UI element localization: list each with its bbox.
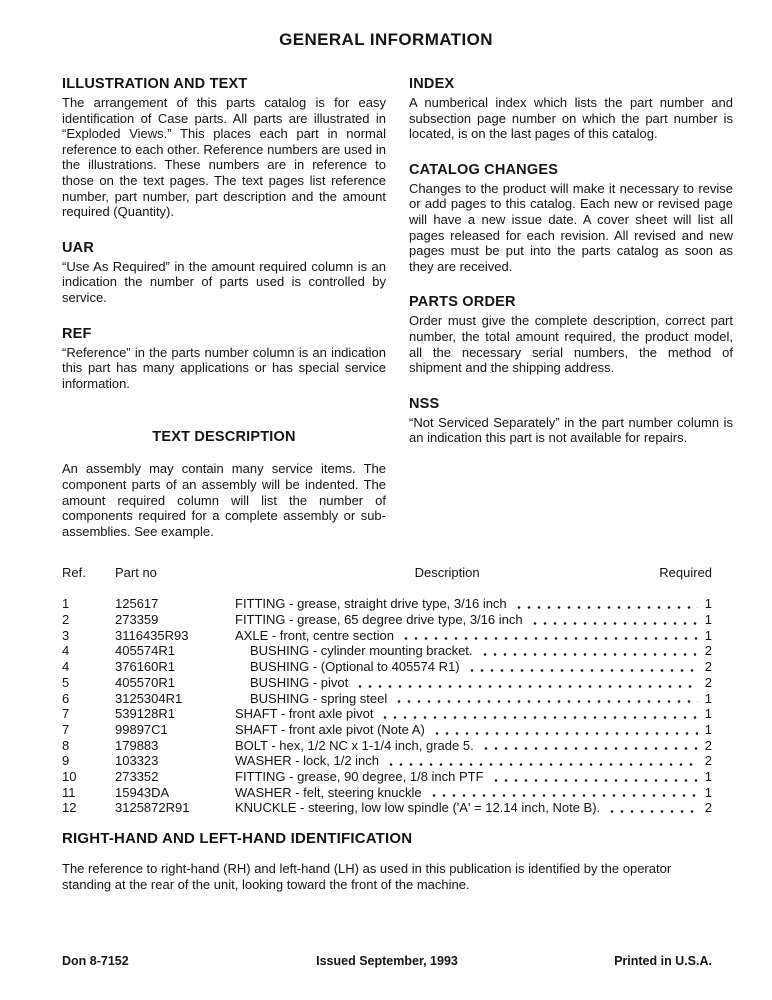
section-body: Changes to the product will make it necessary to revise or add pages to this catalog. Each new or revised page will have a new issue date. A cover sheet will list all pages released for each revision. All revised and new pages must be put into the parts catalog as soon as they are received. [409, 180, 733, 274]
required-qty: 1 [704, 596, 712, 612]
dot-leader [607, 803, 698, 816]
section-parts-order [409, 294, 733, 375]
section-body: “Reference” in the parts number column is an indication this part has many applications or has special service information. [62, 344, 386, 391]
footer-printed-in: Printed in U.S.A. [614, 954, 712, 968]
section-index [409, 76, 733, 142]
part-description: BUSHING - pivot [250, 674, 349, 690]
required-qty: 2 [704, 800, 712, 816]
dot-leader [467, 662, 698, 675]
table-row [62, 738, 712, 754]
required-qty: 2 [704, 674, 712, 690]
section-ref [62, 326, 386, 392]
table-row [62, 628, 712, 644]
part-number: 405570R1 [115, 674, 175, 690]
table-row [62, 612, 712, 628]
section-heading: ILLUSTRATION AND TEXT [62, 76, 248, 92]
section-body: The reference to right-hand (RH) and left-hand (LH) as used in this publication is identified by the operator standing at the rear of the unit, looking toward the front of the machine. [62, 861, 672, 892]
ref-number: 6 [62, 690, 70, 706]
ref-number: 2 [62, 611, 70, 627]
ref-number: 7 [62, 721, 70, 737]
table-row [62, 675, 712, 691]
two-column-layout [62, 76, 733, 539]
section-heading: TEXT DESCRIPTION [152, 429, 296, 446]
section-heading: INDEX [409, 76, 455, 92]
dot-leader [394, 693, 698, 706]
required-column-header: Required [659, 565, 712, 581]
ref-number: 4 [62, 659, 70, 675]
part-description: WASHER - felt, steering knuckle [235, 784, 422, 800]
dot-leader [386, 756, 698, 769]
ref-number: 9 [62, 753, 70, 769]
part-description: WASHER - lock, 1/2 inch [235, 753, 380, 769]
footer-issue-date: Issued September, 1993 [316, 954, 458, 968]
footer-form-number: Don 8-7152 [62, 954, 129, 968]
part-description: BOLT - hex, 1/2 NC x 1-1/4 inch, grade 5. [235, 737, 474, 753]
section-heading: NSS [409, 395, 440, 412]
part-number: 3116435R93 [115, 627, 189, 643]
section-uar [62, 240, 386, 306]
table-row [62, 643, 712, 659]
part-description: BUSHING - spring steel [250, 690, 388, 706]
dot-leader [481, 740, 698, 753]
dot-leader [401, 630, 698, 643]
dot-leader [432, 725, 698, 738]
section-body: The arrangement of this parts catalog is for easy identification of Case parts. All parts are illustrated in “Exploded Views.” This places each part in normal reference to each other. Reference numbers are used in the illustrations. These numbers are in reference to those on the text pages. The text pages list reference number, part number, part description and the amount required (Quantity). [62, 95, 386, 220]
dot-leader [491, 772, 698, 785]
ref-number: 12 [62, 800, 77, 816]
part-description: FITTING - grease, 65 degree drive type, 3/16 inch [235, 611, 523, 627]
table-row [62, 800, 712, 816]
ref-column-header: Ref. [62, 565, 86, 581]
required-qty: 1 [704, 627, 712, 643]
dot-leader [514, 599, 698, 612]
table-header-row [62, 565, 712, 580]
part-number: 179883 [115, 737, 159, 753]
example-parts-table [62, 565, 712, 816]
section-text-description [62, 429, 386, 539]
section-heading: UAR [62, 239, 95, 256]
section-heading: RIGHT-HAND AND LEFT-HAND IDENTIFICATION [62, 830, 413, 848]
part-number: 273359 [115, 611, 159, 627]
section-body: An assembly may contain many service items. The component parts of an assembly will be indented. The amount required column will list the number of components required for a complete assembly or sub-assemblies. See example. [62, 461, 386, 539]
part-number: 125617 [115, 596, 159, 612]
dot-leader [530, 615, 698, 628]
part-number: 99897C1 [115, 721, 168, 737]
ref-number: 1 [62, 596, 70, 612]
dot-leader [380, 709, 698, 722]
part-number: 3125872R91 [115, 800, 190, 816]
section-heading: PARTS ORDER [409, 294, 516, 311]
table-row [62, 691, 712, 707]
required-qty: 2 [704, 753, 712, 769]
required-qty: 1 [704, 690, 712, 706]
part-description: SHAFT - front axle pivot [235, 706, 374, 722]
table-row [62, 596, 712, 612]
required-qty: 1 [704, 721, 712, 737]
part-number: 405574R1 [115, 643, 175, 659]
part-description: KNUCKLE - steering, low low spindle ('A' = 12.14 inch, Note B). [235, 800, 601, 816]
section-body: “Not Serviced Separately” in the part number column is an indication this part is not available for repairs. [409, 414, 733, 446]
ref-number: 3 [62, 627, 70, 643]
ref-number: 10 [62, 769, 77, 785]
section-illustration-and-text [62, 76, 386, 220]
section-body: “Use As Required” in the amount required column is an indication the number of parts used is controlled by service. [62, 258, 386, 305]
part-no-column-header: Part no [115, 565, 157, 581]
ref-number: 11 [62, 784, 76, 800]
ref-number: 7 [62, 706, 70, 722]
section-catalog-changes [409, 162, 733, 275]
part-description: FITTING - grease, straight drive type, 3/16 inch [235, 596, 507, 612]
required-qty: 2 [704, 643, 712, 659]
part-number: 376160R1 [115, 659, 175, 675]
required-qty: 1 [704, 611, 712, 627]
part-description: AXLE - front, centre section [235, 627, 394, 643]
required-qty: 1 [704, 784, 712, 800]
required-qty: 2 [704, 659, 712, 675]
part-number: 539128R1 [115, 706, 175, 722]
dot-leader [480, 646, 698, 659]
table-row [62, 785, 712, 801]
part-number: 273352 [115, 769, 159, 785]
dot-leader [355, 678, 698, 691]
table-row [62, 722, 712, 738]
section-body: Order must give the complete description, correct part number, the total amount required, the product model, all the necessary serial numbers, the method of shipment and the shipping address. [409, 313, 733, 376]
part-number: 3125304R1 [115, 690, 183, 706]
left-column [62, 76, 386, 539]
section-heading: REF [62, 325, 92, 342]
required-qty: 2 [704, 737, 712, 753]
dot-leader [429, 787, 698, 800]
required-qty: 1 [704, 769, 712, 785]
page-footer [62, 954, 712, 968]
table-row [62, 659, 712, 675]
part-description: SHAFT - front axle pivot (Note A) [235, 721, 425, 737]
section-rh-lh-identification [62, 830, 712, 893]
table-row [62, 769, 712, 785]
right-column [409, 76, 733, 539]
ref-number: 8 [62, 737, 70, 753]
table-row [62, 753, 712, 769]
section-heading: CATALOG CHANGES [409, 161, 559, 178]
description-column-header: Description [414, 565, 480, 581]
part-description: BUSHING - cylinder mounting bracket. [250, 643, 473, 659]
page-title: GENERAL INFORMATION [279, 30, 493, 49]
part-number: 103323 [115, 753, 159, 769]
required-qty: 1 [704, 706, 712, 722]
ref-number: 4 [62, 643, 70, 659]
part-description: FITTING - grease, 90 degree, 1/8 inch PTF [235, 769, 484, 785]
part-number: 15943DA [115, 784, 170, 800]
table-row [62, 706, 712, 722]
part-description: BUSHING - (Optional to 405574 R1) [250, 659, 460, 675]
ref-number: 5 [62, 674, 70, 690]
section-body: A numberical index which lists the part number and subsection page number on which the part number is located, is on the last pages of this catalog. [409, 95, 733, 142]
section-nss [409, 396, 733, 446]
